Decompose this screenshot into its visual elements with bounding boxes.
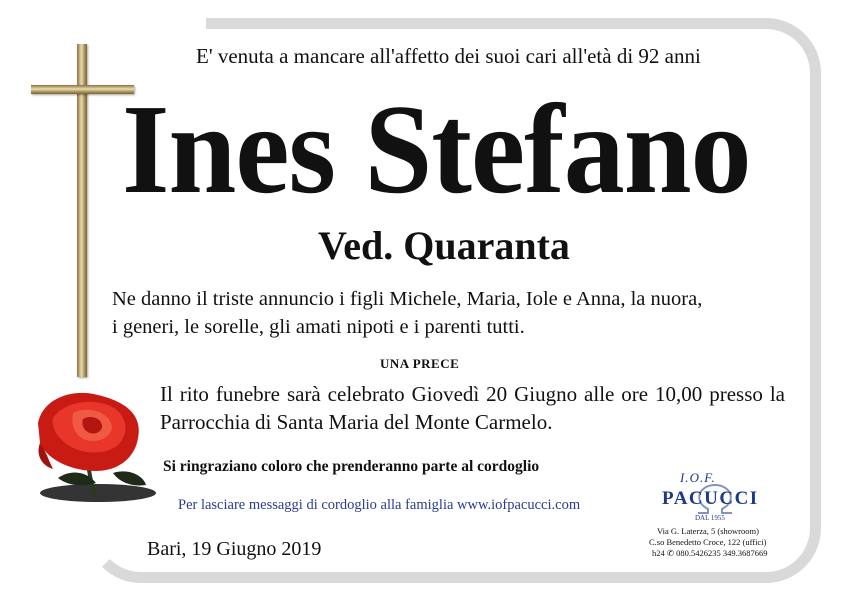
agency-name: PACUCCI xyxy=(662,488,759,509)
agency-address-showroom: Via G. Laterza, 5 (showroom) xyxy=(657,526,759,536)
agency-since: DAL 1955 xyxy=(695,514,725,522)
married-name: Ved. Quaranta xyxy=(318,223,570,268)
announcement xyxy=(112,285,702,341)
agency-address-offices: C.so Benedetto Croce, 122 (uffici) xyxy=(649,537,767,547)
agency-prefix: I.O.F. xyxy=(680,470,716,485)
prayer-heading: UNA PRECE xyxy=(380,356,460,371)
announcement-line: Ne danno il triste annuncio i figli Michele, Maria, Iole e Anna, la nuora, xyxy=(112,288,703,310)
condolence-messages-link[interactable]: Per lasciare messaggi di cordoglio alla famiglia www.iofpacucci.com xyxy=(178,497,581,513)
rose-icon xyxy=(18,383,158,508)
notice-date: Bari, 19 Giugno 2019 xyxy=(147,538,322,560)
deceased-name: Ines Stefano xyxy=(122,78,751,221)
announcement-line: i generi, le sorelle, gli amati nipoti e i parenti tutti. xyxy=(112,316,525,338)
intro-text: E' venuta a mancare all'affetto dei suoi cari all'età di 92 anni xyxy=(196,44,701,68)
cross-icon-beam xyxy=(31,85,134,94)
funeral-details: Il rito funebre sarà celebrato Giovedì 20 Giugno alle ore 10,00 presso la Parrocchia di Santa Maria del Monte Carmelo. xyxy=(160,382,785,434)
agency-phone: h24 ✆ 080.5426235 349.3687669 xyxy=(652,548,768,558)
frame-gap xyxy=(86,18,206,30)
thanks-text: Si ringraziano coloro che prenderanno parte al cordoglio xyxy=(163,458,540,475)
